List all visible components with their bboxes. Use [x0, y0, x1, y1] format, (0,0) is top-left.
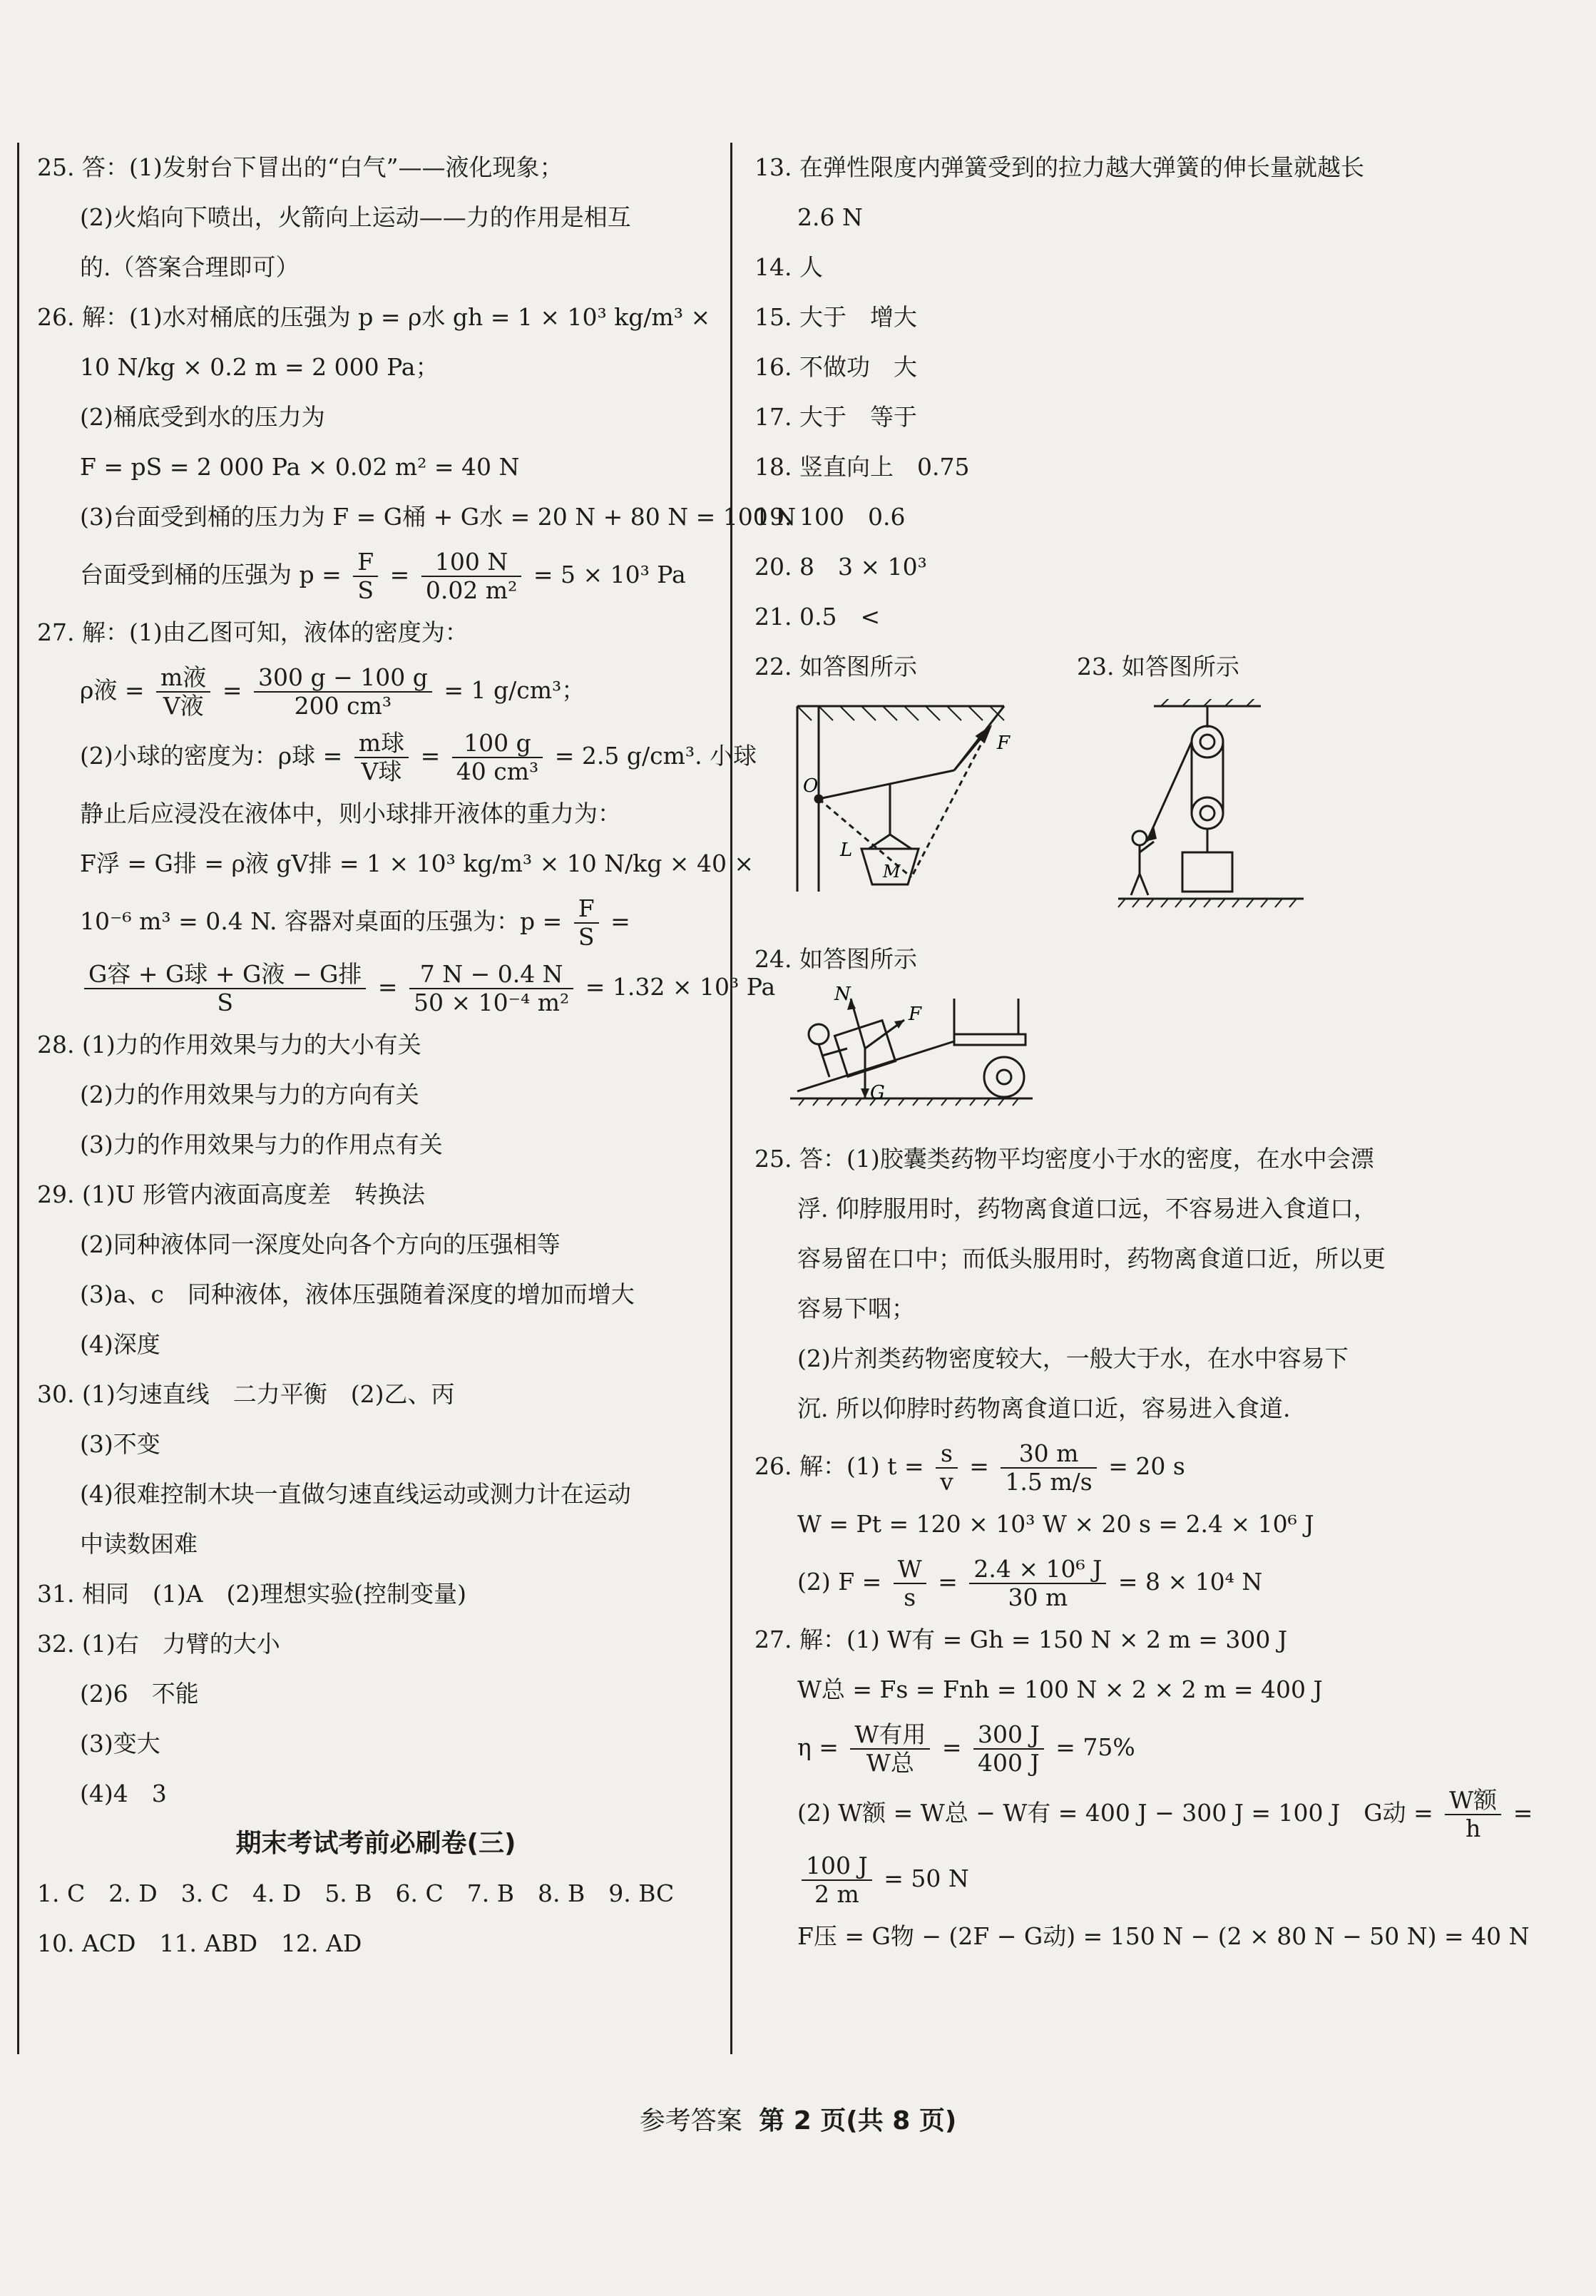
numerator: s — [936, 1440, 958, 1469]
formula-text: (2) F = — [797, 1568, 882, 1596]
figure-row — [754, 984, 1567, 1134]
formula-line — [37, 889, 715, 954]
answer-line: (2)力的作用效果与力的方向有关 — [80, 1081, 419, 1108]
formula-text: = — [938, 1568, 958, 1596]
section-title: 期末考试考前必刷卷(三) — [235, 1829, 516, 1858]
fraction — [802, 1852, 872, 1908]
formula-text: = 50 N — [884, 1864, 969, 1892]
fraction — [84, 961, 366, 1016]
ramp-diagram — [790, 984, 1061, 1127]
answer-line: 10. ACD 11. ABD 12. AD — [37, 1929, 362, 1957]
fraction — [936, 1440, 958, 1496]
answer-line: (4)很难控制木块一直做匀速直线运动或测力计在运动 — [80, 1480, 631, 1508]
arrow-head — [1145, 826, 1157, 842]
force-f-label: F — [997, 733, 1011, 754]
formula-text: = — [420, 742, 441, 770]
answer-line: (2)桶底受到水的压力为 — [80, 403, 325, 431]
denominator: h — [1465, 1815, 1481, 1842]
answer-line: F压 = G物 − (2F − G动) = 150 N − (2 × 80 N − 50 N) = 40 N — [797, 1922, 1530, 1950]
answer-line: 31. 相同 (1)A (2)理想实验(控制变量) — [37, 1580, 467, 1608]
point-o-label: O — [803, 775, 819, 797]
numerator: 100 J — [802, 1852, 872, 1881]
fraction — [353, 549, 378, 604]
answer-line: 静止后应浸没在液体中，则小球排开液体的重力为： — [80, 800, 621, 827]
answer-line: 2.6 N — [797, 203, 863, 231]
denominator: V液 — [163, 692, 204, 720]
denominator: 0.02 m² — [425, 576, 518, 604]
answer-line: 沉. 所以仰脖时药物离食道口近，容易进入食道. — [797, 1394, 1291, 1422]
answer-line: 中读数困难 — [80, 1530, 198, 1558]
fraction — [409, 961, 573, 1016]
formula-text: ρ液 = — [80, 676, 145, 704]
fraction — [894, 1556, 926, 1611]
numerator: F — [353, 549, 378, 577]
formula-text: = 1 g/cm³； — [444, 676, 585, 704]
answer-line: 浮. 仰脖服用时，药物离食道口远，不容易进入食道口， — [797, 1195, 1377, 1223]
formula-text: = 20 s — [1108, 1452, 1185, 1480]
answer-line: 29. (1)U 形管内液面高度差 转换法 — [37, 1180, 426, 1208]
answer-line: 28. (1)力的作用效果与力的大小有关 — [37, 1031, 421, 1058]
formula-line — [37, 658, 715, 723]
formula-text: = — [941, 1733, 962, 1761]
fraction — [421, 549, 522, 604]
formula-text: (2) W额 = W总 − W有 = 400 J − 300 J = 100 J G动 = — [797, 1799, 1433, 1827]
answer-line: 17. 大于 等于 — [754, 403, 917, 431]
formula-text: η = — [797, 1733, 839, 1761]
normal-force-label: N — [834, 984, 851, 1005]
answer-line: (2)片剂类药物密度较大，一般大于水，在水中容易下 — [797, 1345, 1349, 1372]
denominator: s — [904, 1583, 916, 1611]
numerator: G容 + G球 + G液 − G排 — [84, 961, 366, 989]
answer-line: (3)变大 — [80, 1730, 160, 1757]
numerator: 2.4 × 10⁶ J — [969, 1556, 1106, 1584]
answer-line: 30. (1)匀速直线 二力平衡 (2)乙、丙 — [37, 1380, 455, 1408]
formula-text: (2)小球的密度为：ρ球 = — [80, 742, 343, 770]
answer-line: 容易下咽； — [797, 1295, 915, 1322]
answer-line: (4)深度 — [80, 1330, 160, 1358]
right-column — [754, 143, 1567, 1961]
arm-l-label: L — [840, 840, 853, 861]
answer-line: 16. 不做功 大 — [754, 353, 917, 381]
answer-line: 的.（答案合理即可） — [80, 253, 300, 281]
pulley-diagram — [1111, 699, 1339, 913]
numerator: W额 — [1445, 1787, 1501, 1815]
answer-line: (2)火焰向下喷出，火箭向上运动——力的作用是相互 — [80, 203, 631, 231]
formula-text: = 1.32 × 10³ Pa — [585, 973, 776, 1001]
answer-line: 14. 人 — [754, 253, 823, 281]
answer-line: (4)4 3 — [80, 1780, 167, 1807]
formula-text: 26. 解：(1) t = — [754, 1452, 924, 1480]
numerator: 30 m — [1001, 1440, 1096, 1469]
figure-label: 23. 如答图所示 — [1077, 653, 1239, 680]
denominator: S — [578, 923, 595, 951]
denominator: v — [940, 1468, 953, 1496]
answer-line: 20. 8 3 × 10³ — [754, 553, 927, 581]
lever-diagram — [790, 699, 1018, 913]
numerator: 300 J — [973, 1721, 1044, 1750]
answer-line: 18. 竖直向上 0.75 — [754, 453, 970, 481]
formula-text: = 8 × 10⁴ N — [1117, 1568, 1263, 1596]
formula-line — [754, 1434, 1567, 1499]
formula-line — [754, 1549, 1567, 1615]
figure-label: 24. 如答图所示 — [754, 945, 917, 973]
page-footer — [0, 2101, 1596, 2137]
answer-line: 26. 解：(1)水对桶底的压强为 p = ρ水 gh = 1 × 10³ kg/m³ × — [37, 303, 711, 331]
numerator: 300 g − 100 g — [254, 664, 432, 693]
answer-line: 25. 答：(1)胶囊类药物平均密度小于水的密度，在水中会漂 — [754, 1145, 1374, 1173]
fraction — [452, 730, 543, 785]
figure-row — [754, 642, 1567, 934]
formula-text: 台面受到桶的压强为 p = — [80, 561, 342, 588]
answer-line: F = pS = 2 000 Pa × 0.02 m² = 40 N — [80, 453, 520, 481]
answer-line: (3)a、c 同种液体，液体压强随着深度的增加而增大 — [80, 1280, 635, 1308]
denominator: 2 m — [814, 1880, 859, 1908]
answer-line: 13. 在弹性限度内弹簧受到的拉力越大弹簧的伸长量就越长 — [754, 153, 1364, 181]
fraction — [969, 1556, 1106, 1611]
formula-text: = 75% — [1055, 1733, 1135, 1761]
answer-line: 25. 答：(1)发射台下冒出的“白气”——液化现象； — [37, 153, 563, 181]
page-number: 第 2 页(共 8 页) — [759, 2106, 957, 2136]
denominator: V球 — [361, 757, 402, 785]
fraction — [1001, 1440, 1096, 1496]
answer-line: 27. 解：(1) W有 = Gh = 150 N × 2 m = 300 J — [754, 1626, 1288, 1653]
denominator: S — [357, 576, 374, 604]
numerator: F — [574, 895, 599, 924]
formula-text: = — [610, 907, 630, 935]
denominator: 200 cm³ — [294, 692, 392, 720]
answer-line: 19. 100 0.6 — [754, 503, 906, 531]
fraction — [1445, 1787, 1501, 1842]
formula-text: = 2.5 g/cm³. 小球 — [554, 742, 757, 770]
denominator: 40 cm³ — [456, 757, 539, 785]
formula-text: = — [389, 561, 410, 588]
answer-line: 10 N/kg × 0.2 m = 2 000 Pa； — [80, 353, 439, 381]
formula-text: = — [1513, 1799, 1533, 1827]
column-divider — [730, 143, 732, 2054]
arrow-head — [861, 1088, 869, 1098]
left-margin-rule — [17, 143, 19, 2054]
formula-line — [754, 1715, 1567, 1780]
answer-line: 27. 解：(1)由乙图可知，液体的密度为： — [37, 618, 469, 646]
answer-line: (2)6 不能 — [80, 1680, 199, 1708]
formula-text: = — [377, 973, 398, 1001]
answer-line: 21. 0.5 < — [754, 603, 881, 631]
answer-line: 容易留在口中；而低头服用时，药物离食道口近，所以更 — [797, 1245, 1386, 1272]
answer-line: F浮 = G排 = ρ液 gV排 = 1 × 10³ kg/m³ × 10 N/kg × 40 × — [80, 849, 754, 877]
numerator: 100 g — [452, 730, 543, 758]
formula-line — [37, 723, 757, 789]
formula-text: = 5 × 10³ Pa — [533, 561, 686, 588]
fraction — [354, 730, 409, 785]
formula-line — [754, 1780, 1567, 1846]
fraction — [156, 664, 210, 720]
fraction — [973, 1721, 1044, 1777]
answer-line: (3)台面受到桶的压力为 F = G桶 + G水 = 20 N + 80 N = 100 N — [80, 503, 797, 531]
formula-text: = — [222, 676, 242, 704]
formula-line — [37, 542, 715, 608]
fraction — [574, 895, 599, 951]
answer-line: W = Pt = 120 × 10³ W × 20 s = 2.4 × 10⁶ J — [797, 1510, 1314, 1538]
formula-text: = — [969, 1452, 989, 1480]
fraction — [850, 1721, 930, 1777]
fraction — [254, 664, 432, 720]
denominator: 50 × 10⁻⁴ m² — [414, 989, 570, 1016]
numerator: 7 N − 0.4 N — [409, 961, 573, 989]
numerator: 100 N — [421, 549, 522, 577]
formula-line — [754, 1846, 1567, 1912]
numerator: W有用 — [850, 1721, 930, 1750]
answer-line: 15. 大于 增大 — [754, 303, 917, 331]
denominator: 400 J — [978, 1749, 1040, 1777]
denominator: S — [217, 989, 233, 1016]
mass-m-label: M — [883, 862, 901, 882]
answer-line: (3)力的作用效果与力的作用点有关 — [80, 1131, 443, 1158]
answer-line: 1. C 2. D 3. C 4. D 5. B 6. C 7. B 8. B 9. BC — [37, 1879, 675, 1907]
formula-text: 10⁻⁶ m³ = 0.4 N. 容器对桌面的压强为：p = — [80, 907, 563, 935]
numerator: W — [894, 1556, 926, 1584]
gravity-g-label: G — [870, 1082, 885, 1103]
denominator: W总 — [866, 1749, 914, 1777]
denominator: 1.5 m/s — [1005, 1468, 1093, 1496]
numerator: m液 — [156, 664, 210, 693]
answer-line: W总 = Fs = Fnh = 100 N × 2 × 2 m = 400 J — [797, 1675, 1323, 1703]
force-f-label: F — [909, 1004, 922, 1025]
numerator: m球 — [354, 730, 409, 758]
answer-line: (3)不变 — [80, 1430, 160, 1458]
answer-line: (2)同种液体同一深度处向各个方向的压强相等 — [80, 1230, 561, 1258]
footer-label: 参考答案 — [639, 2106, 742, 2136]
answer-line: 32. (1)右 力臂的大小 — [37, 1630, 280, 1658]
denominator: 30 m — [1008, 1583, 1068, 1611]
figure-label: 22. 如答图所示 — [754, 653, 917, 680]
formula-line — [37, 954, 776, 1020]
